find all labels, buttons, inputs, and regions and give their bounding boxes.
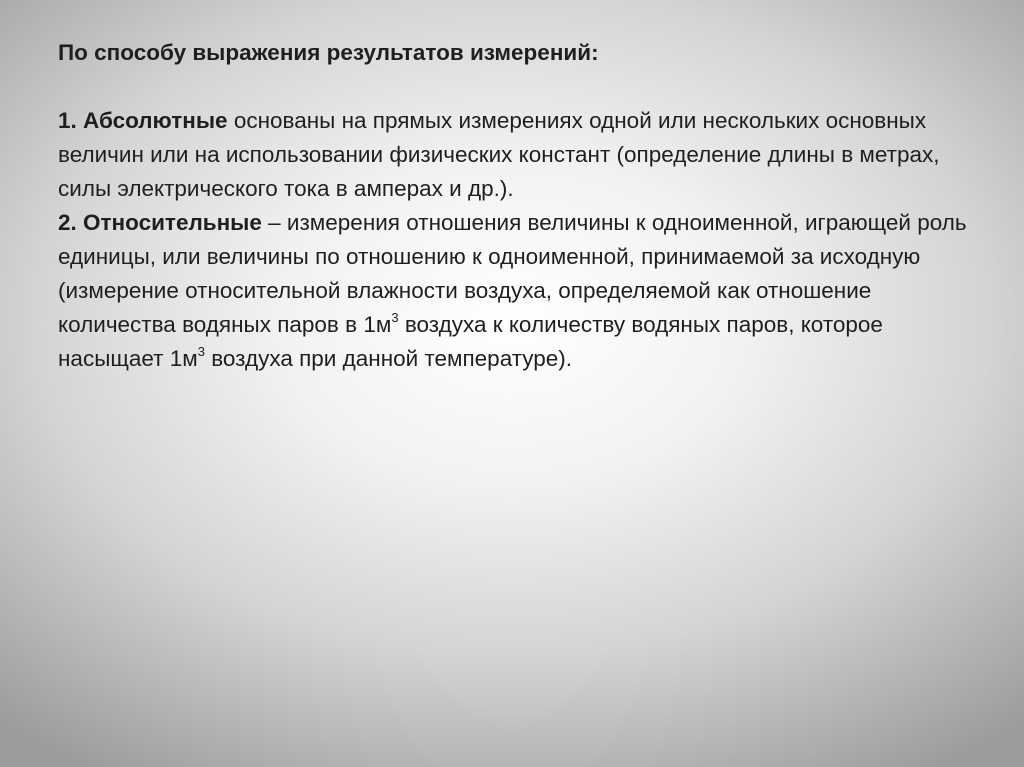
item-relative [58, 206, 968, 376]
slide-title: По способу выражения результатов измерений: [58, 40, 599, 65]
item-relative-lead: 2. Относительные [58, 210, 262, 235]
item-absolute-lead: 1. Абсолютные [58, 108, 228, 133]
superscript-3: 3 [391, 309, 399, 325]
item-relative-text-a: – измерения отношения величины к одноименной, играющей роль единицы, или величины по отношению к одноименной, принимаемой за исходную (измерение относительной влажности воздуха, определяемой как отношение количества водяных паров в 1м [58, 210, 967, 337]
item-relative-text-c: воздуха при данной температуре). [204, 346, 573, 371]
item-absolute [58, 104, 968, 206]
superscript-3: 3 [197, 343, 205, 359]
slide-content [58, 36, 968, 376]
item-absolute-text: основаны на прямых измерениях одной или нескольких основных величин или на использовании физических констант (определение длины в метрах, силы электрического тока в амперах и др.). [58, 108, 940, 201]
item-relative-text-b: воздуха к количеству водяных паров, которое насыщает 1м [58, 312, 883, 371]
